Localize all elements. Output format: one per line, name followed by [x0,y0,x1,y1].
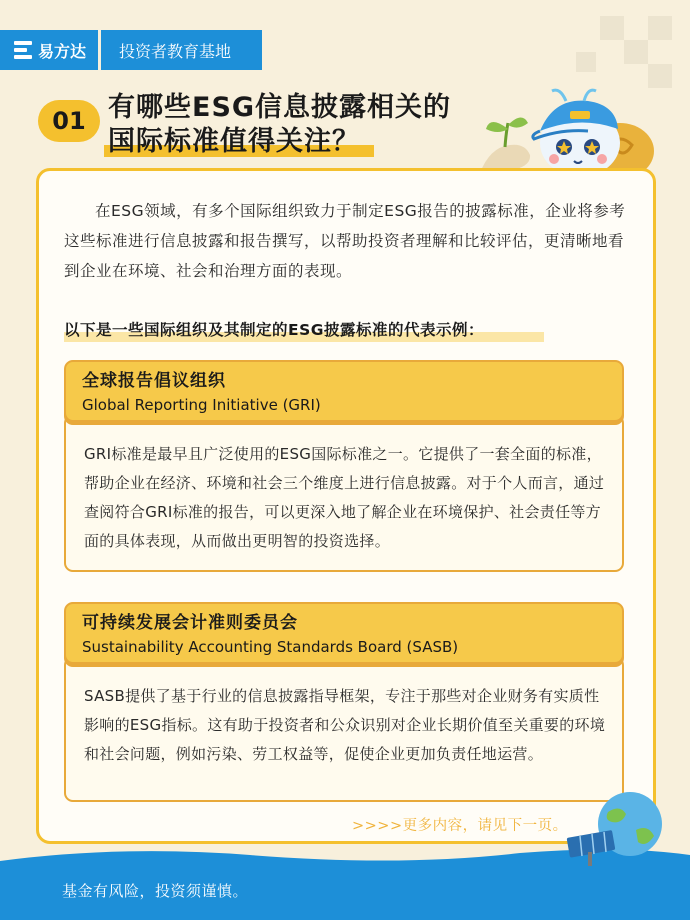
page-title-line2: 国际标准值得关注？ [108,126,360,157]
decor-square [624,40,648,64]
brand-e-icon [14,41,32,59]
decor-square [600,16,624,40]
brand-tagline: 投资者教育基地 [101,30,262,70]
brand-bar [0,30,262,70]
lead-text: 以下是一些国际组织及其制定的ESG披露标准的代表示例： [64,321,484,339]
section-text: GRI标准是最早且广泛使用的ESG国际标准之一。它提供了一套全面的标准，帮助企业在经济、环境和社会三个维度上进行信息披露。对于个人而言，通过查阅符合GRI标准的报告，可以更深入地了解企业在环境保护、社会责任等方面的具体表现，从而做出更明智的投资选择。 [84,445,605,550]
intro-paragraph: 在ESG领域，有多个国际组织致力于制定ESG报告的披露标准，企业将参考这些标准进行信息披露和报告撰写，以帮助投资者理解和比较评估，更清晰地看到企业在环境、社会和治理方面的表现。 [64,202,626,280]
section-title-en: Sustainability Accounting Standards Board (SASB) [82,638,459,656]
more-content-hint: >>>>更多内容，请见下一页。 [352,818,568,834]
decor-square [648,16,672,40]
section-title-en: Global Reporting Initiative (GRI) [82,396,321,414]
decor-square [576,52,596,72]
globe-solar-icon [560,790,670,870]
section-number-badge: 01 [38,100,100,142]
section-body-gri [64,414,624,572]
brand-name: 易方达 [38,41,87,61]
section-header-gri [64,360,624,422]
risk-disclaimer: 基金有风险，投资须谨慎。 [62,882,249,900]
section-header-sasb [64,602,624,664]
page-title-line1: 有哪些ESG信息披露相关的 [108,92,452,123]
section-title-cn: 可持续发展会计准则委员会 [82,613,298,633]
section-text: SASB提供了基于行业的信息披露指导框架，专注于那些对企业财务有实质性影响的ESG指标。这有助于投资者和公众识别对企业长期价值至关重要的环境和社会问题，例如污染、劳工权益等，促使企业更加负责任地运营。 [84,687,606,763]
section-title-cn: 全球报告倡议组织 [82,371,226,391]
section-body-sasb [64,656,624,802]
brand-logo [0,30,98,70]
lead-line [64,318,484,340]
